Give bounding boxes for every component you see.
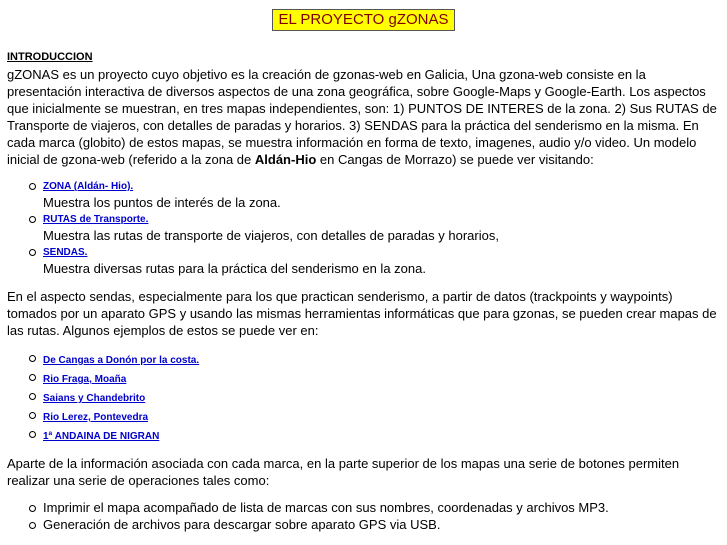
circle-bullet-icon — [29, 522, 36, 529]
intro-paragraph — [7, 66, 723, 168]
operation-gps-download: Generación de archivos para descargar sobre aparato GPS via USB. — [43, 517, 441, 532]
rutas-description: Muestra las rutas de transporte de viajeros, con detalles de paradas y horarios, — [43, 228, 499, 243]
list-item — [7, 350, 723, 369]
circle-bullet-icon — [29, 505, 36, 512]
zonas-list — [7, 178, 723, 277]
zona-link[interactable]: ZONA (Aldán- Hio). — [43, 181, 134, 192]
list-item — [7, 516, 723, 533]
route-link-rio-lerez[interactable]: Rio Lerez, Pontevedra — [43, 412, 149, 423]
sendas-description: Muestra diversas rutas para la práctica del senderismo en la zona. — [43, 261, 426, 276]
circle-bullet-icon — [29, 216, 36, 223]
list-item — [7, 388, 723, 407]
list-item — [7, 369, 723, 388]
page-title: EL PROYECTO gZONAS — [272, 9, 454, 31]
routes-list — [7, 350, 723, 445]
circle-bullet-icon — [29, 249, 36, 256]
main-content — [7, 50, 723, 533]
circle-bullet-icon — [29, 412, 36, 419]
route-link-saians[interactable]: Saians y Chandebrito — [43, 393, 146, 404]
intro-text: gZONAS es un proyecto cuyo objetivo es la creación de gzonas-web en Galicia, Una gzona-web consiste en la presentación interactiva de diversos aspectos de una zona geográfica, sobre Google-Maps y Google-Earth. Los aspectos que inicialmente se muestran, en tres mapas independientes, son: 1) PUNTOS DE INTERES de la zona. 2) Sus RUTAS de Transporte de viajeros, con detalles de paradas y horarios. 3) SENDAS para la práctica del senderismo en la misma. En cada marca (globito) de estos mapas, se muestra información en forma de texto, imagenes, audio y/o video. Un modelo inicial de gzona-web (referido a la zona de — [7, 67, 717, 167]
circle-bullet-icon — [29, 183, 36, 190]
rutas-link[interactable]: RUTAS de Transporte. — [43, 214, 149, 225]
route-link-andaina-nigran[interactable]: 1ª ANDAINA DE NIGRAN — [43, 431, 160, 442]
circle-bullet-icon — [29, 393, 36, 400]
list-item — [7, 426, 723, 445]
sendas-paragraph: En el aspecto sendas, especialmente para los que practican senderismo, a partir de datos (trackpoints y waypoints) tomados por un aparato GPS y usando las mismas herramientas informáticas que para gzonas, se pueden crear mapas de las rutas. Algunos ejemplos de estos se puede ver en: — [7, 289, 717, 338]
circle-bullet-icon — [29, 355, 36, 362]
list-item — [7, 211, 723, 244]
sendas-link[interactable]: SENDAS. — [43, 247, 88, 258]
list-item — [7, 407, 723, 426]
intro-place: Aldán-Hio — [254, 152, 317, 167]
list-item — [7, 244, 723, 277]
zona-description: Muestra los puntos de interés de la zona. — [43, 195, 281, 210]
circle-bullet-icon — [29, 374, 36, 381]
operations-list — [7, 499, 723, 533]
list-item — [7, 499, 723, 516]
intro-heading: INTRODUCCION — [7, 51, 93, 63]
list-item — [7, 178, 723, 211]
route-link-rio-fraga[interactable]: Rio Fraga, Moaña — [43, 374, 127, 385]
title-container — [0, 9, 727, 31]
buttons-paragraph: Aparte de la información asociada con cada marca, en la parte superior de los mapas una serie de botones permiten realizar una serie de operaciones tales como: — [7, 456, 680, 488]
operation-print: Imprimir el mapa acompañado de lista de marcas con sus nombres, coordenadas y archivos MP3. — [43, 500, 609, 515]
intro-text-end: en Cangas de Morrazo) se puede ver visitando: — [316, 152, 594, 167]
route-link-cangas-donon[interactable]: De Cangas a Donón por la costa. — [43, 355, 200, 366]
circle-bullet-icon — [29, 431, 36, 438]
